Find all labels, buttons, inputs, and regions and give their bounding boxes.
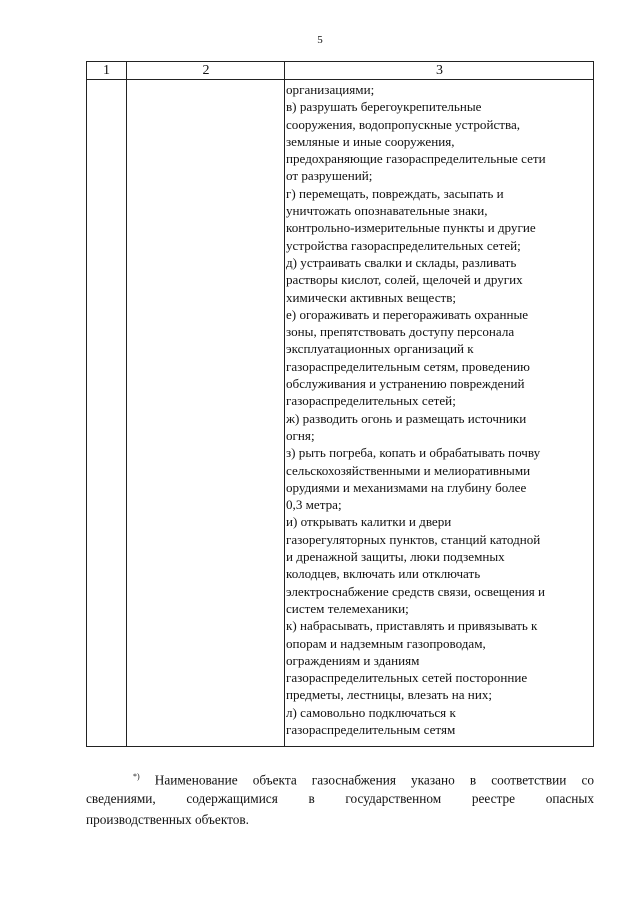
header-cell-3: 3 <box>436 63 443 78</box>
footnote-line: производственных объектов. <box>86 812 249 827</box>
table-text-line: в) разрушать берегоукрепительные <box>286 99 482 115</box>
table-text-line: газораспределительных сетей; <box>286 393 456 409</box>
column-3-text <box>286 81 592 738</box>
table-text-line: электроснабжение средств связи, освещения и <box>286 583 546 599</box>
table-text-line: устройства газораспределительных сетей; <box>286 237 521 253</box>
table-text-line: химически активных веществ; <box>286 289 457 305</box>
table-text-line: газорегуляторных пунктов, станций катодной <box>286 531 541 547</box>
table-text-line: растворы кислот, солей, щелочей и других <box>286 272 523 288</box>
table-text-line: г) перемещать, повреждать, засыпать и <box>286 185 504 201</box>
table-text-line: сельскохозяйственными и мелиоративными <box>286 462 531 478</box>
table-text-line: з) рыть погреба, копать и обрабатывать почву <box>286 445 541 461</box>
table-header-row <box>87 62 593 80</box>
footnote-marker: *) <box>133 772 140 781</box>
table-text-line: газораспределительным сетям, проведению <box>286 358 530 374</box>
table-text-line: земляные и иные сооружения, <box>286 133 455 149</box>
table-text-line: л) самовольно подключаться к <box>286 704 456 720</box>
table-text-line: контрольно-измерительные пункты и другие <box>286 220 536 236</box>
table-text-line: и) открывать калитки и двери <box>286 514 452 530</box>
header-cell-2: 2 <box>202 63 210 78</box>
table-text-line: газораспределительным сетям <box>286 721 456 737</box>
footnote <box>86 766 594 831</box>
table-text-line: обслуживания и устранению повреждений <box>286 376 525 392</box>
table-text-line: к) набрасывать, приставлять и привязывать к <box>286 618 538 634</box>
table-text-line: орудиями и механизмами на глубину более <box>286 479 527 495</box>
table-text-line: и дренажной защиты, люки подземных <box>286 549 505 565</box>
header-cell-1: 1 <box>103 63 110 78</box>
document-table <box>86 61 594 747</box>
page-number: 5 <box>317 34 323 46</box>
table-text-line: систем телемеханики; <box>286 600 409 616</box>
table-text-line: д) устраивать свалки и склады, разливать <box>286 254 517 270</box>
table-text-line: зоны, препятствовать доступу персонала <box>286 324 515 340</box>
table-text-line: огня; <box>286 427 315 443</box>
column-divider <box>126 62 127 746</box>
table-text-line: сооружения, водопропускные устройства, <box>286 116 521 132</box>
column-divider <box>284 62 285 746</box>
table-text-line: газораспределительных сетей посторонние <box>286 670 528 686</box>
table-text-line: уничтожать опознавательные знаки, <box>286 203 488 219</box>
table-text-line: эксплуатационных организаций к <box>286 341 474 357</box>
table-text-line: опорам и надземным газопроводам, <box>286 635 486 651</box>
table-text-line: колодцев, включать или отключать <box>286 566 481 582</box>
table-text-line: ж) разводить огонь и размещать источники <box>286 410 527 426</box>
table-text-line: организациями; <box>286 82 375 97</box>
footnote-text: Наименование объекта газоснабжения указано в соответствии со <box>154 772 594 788</box>
table-text-line: 0,3 метра; <box>286 497 342 513</box>
table-text-line: е) огораживать и перегораживать охранные <box>286 306 529 322</box>
footnote-line: сведениями, содержащимися в государственном реестре опасных <box>86 790 594 806</box>
table-text-line: ограждениям и зданиям <box>286 652 420 668</box>
table-text-line: предохраняющие газораспределительные сети <box>286 151 546 167</box>
table-text-line: от разрушений; <box>286 168 373 184</box>
table-text-line: предметы, лестницы, влезать на них; <box>286 687 493 703</box>
footnote-line <box>86 766 594 788</box>
